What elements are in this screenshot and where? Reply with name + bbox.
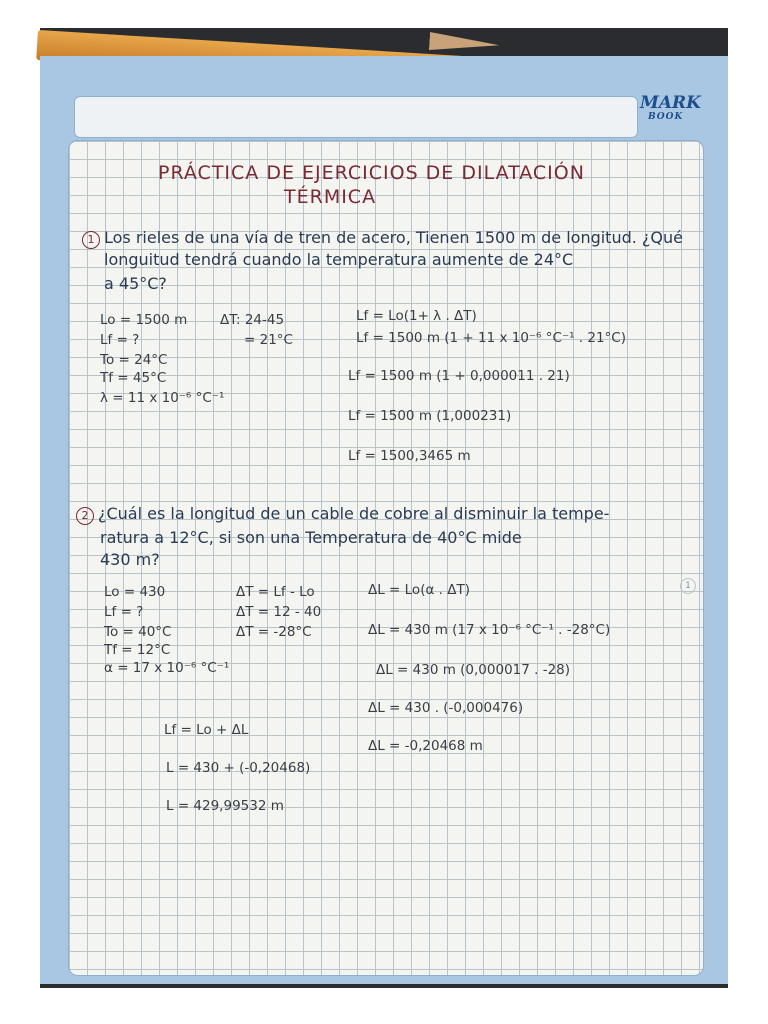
q1-delta-1: ΔT: 24-45 [220, 312, 285, 328]
q1-given-3: To = 24°C [100, 352, 168, 368]
q2-given-5: α = 17 x 10⁻⁶ °C⁻¹ [104, 660, 230, 676]
q1-line3: a 45°C? [104, 274, 167, 293]
q1-delta-2: = 21°C [244, 332, 293, 348]
q2-line1 [76, 504, 609, 525]
q1-line2: longuitud tendrá cuando la temperatura aumente de 24°C [104, 250, 574, 269]
q2-delta-1: ΔT = Lf - Lo [236, 584, 315, 600]
margin-mark: 1 [680, 578, 696, 594]
q2-delta-2: ΔT = 12 - 40 [236, 604, 322, 620]
q1-step-2: Lf = 1500 m (1 + 11 x 10⁻⁶ °C⁻¹ . 21°C) [356, 330, 626, 346]
q1-text-1: Los rieles de una vía de tren de acero, Tienen 1500 m de longitud. ¿Qué [104, 228, 683, 247]
q2-final-1: Lf = Lo + ΔL [164, 722, 249, 738]
q1-given-4: Tf = 45°C [100, 370, 167, 386]
brand-logo [640, 93, 704, 126]
q2-line3: 430 m? [100, 550, 160, 569]
page-title-line2: TÉRMICA [284, 186, 377, 208]
q2-delta-3: ΔT = -28°C [236, 624, 312, 640]
q2-text-1: ¿Cuál es la longitud de un cable de cobre al disminuir la tempe- [98, 504, 610, 523]
brand-logo-line2: BOOK [648, 112, 684, 122]
q1-line1 [82, 228, 683, 249]
q2-given-2: Lf = ? [104, 604, 144, 620]
q2-given-4: Tf = 12°C [104, 642, 171, 658]
q2-given-1: Lo = 430 [104, 584, 166, 600]
q2-step-1: ΔL = Lo(α . ΔT) [368, 582, 470, 598]
q2-step-4: ΔL = 430 . (-0,000476) [368, 700, 524, 716]
q1-step-5: Lf = 1500,3465 m [348, 448, 471, 464]
q2-step-3: ΔL = 430 m (0,000017 . -28) [376, 662, 571, 678]
q1-given-1: Lo = 1500 m [100, 312, 188, 328]
page-title: PRÁCTICA DE EJERCICIOS DE DILATACIÓN [158, 162, 585, 184]
brand-logo-line1: MARK [640, 93, 701, 113]
q2-final-2: L = 430 + (-0,20468) [166, 760, 311, 776]
q1-number: 1 [82, 231, 100, 249]
q1-step-3: Lf = 1500 m (1 + 0,000011 . 21) [348, 368, 570, 384]
q2-step-5: ΔL = -0,20468 m [368, 738, 483, 754]
q2-line2: ratura a 12°C, si son una Temperatura de 40°C mide [100, 528, 522, 547]
q2-final-3: L = 429,99532 m [166, 798, 284, 814]
q2-number: 2 [76, 507, 94, 525]
q2-step-2: ΔL = 430 m (17 x 10⁻⁶ °C⁻¹ . -28°C) [368, 622, 611, 638]
q1-given-5: λ = 11 x 10⁻⁶ °C⁻¹ [100, 390, 225, 406]
notebook-header-strip [74, 96, 638, 138]
q1-step-4: Lf = 1500 m (1,000231) [348, 408, 512, 424]
q1-step-1: Lf = Lo(1+ λ . ΔT) [356, 308, 477, 324]
q2-given-3: To = 40°C [104, 624, 172, 640]
q1-given-2: Lf = ? [100, 332, 140, 348]
